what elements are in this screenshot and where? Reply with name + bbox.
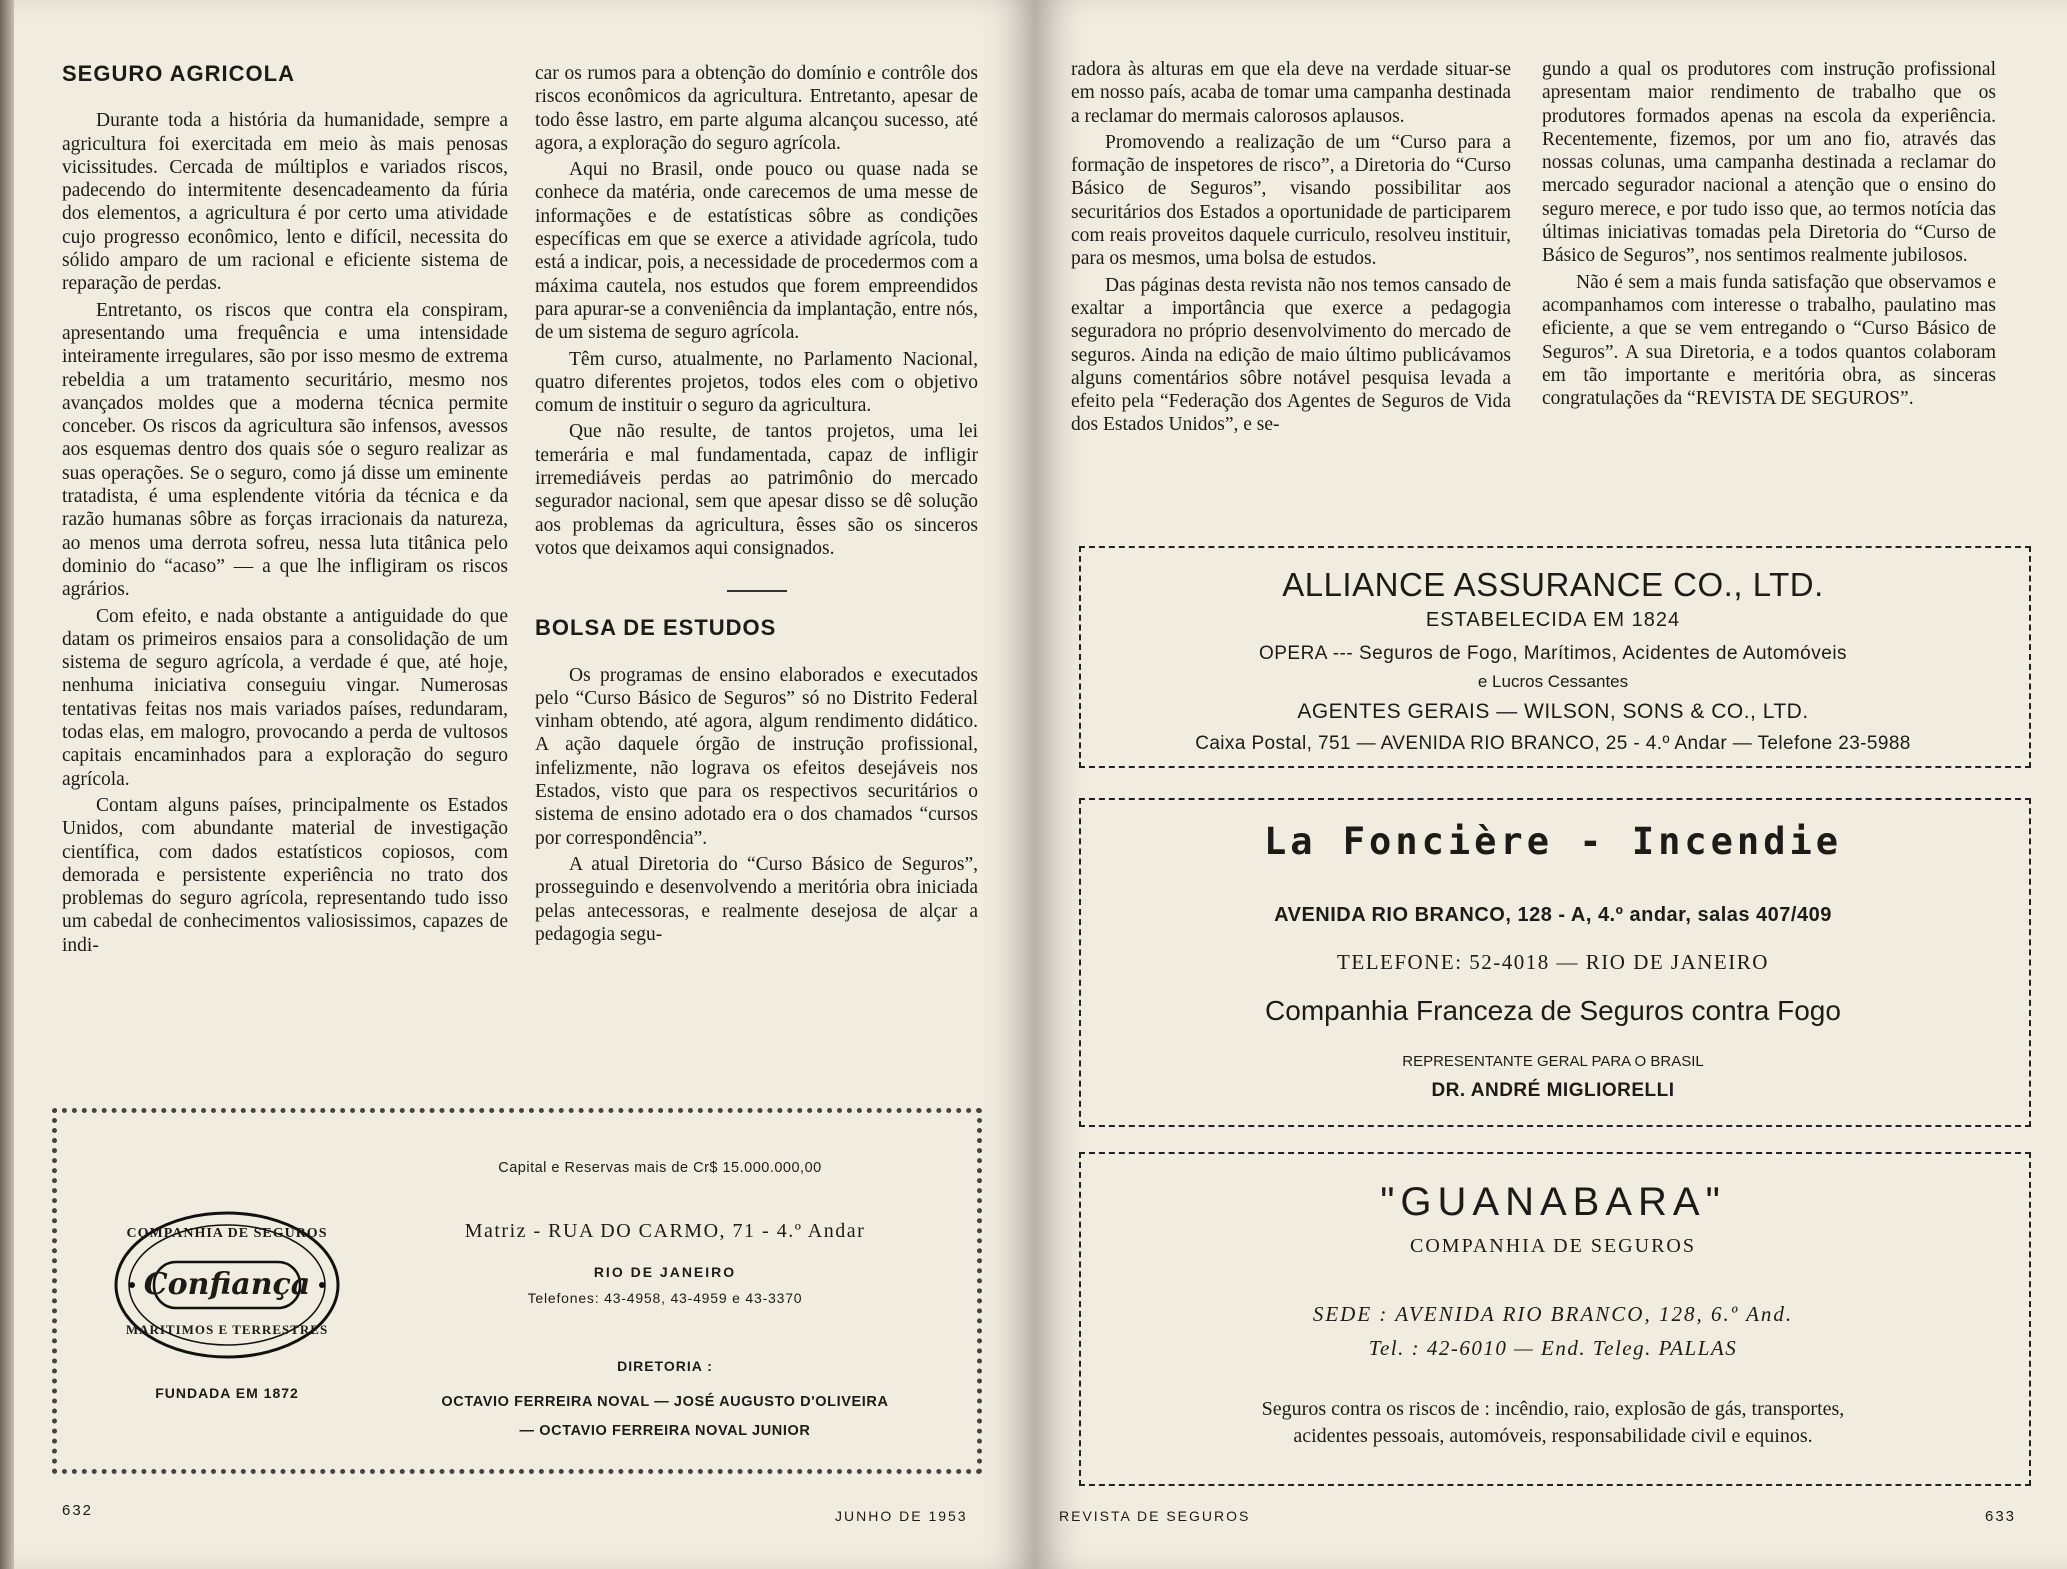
paragraph: Contam alguns países, principalmente os Estados Unidos, com abundante material de investigação científica, com dados estatísticos copiosos, com demorada e persistente experiência no trato dos problemas do seguro agrícola, representando tudo isso um cabedal de conhecimentos valiosissimos, capazes de indi-: [62, 794, 508, 956]
ad-fonciere-rep-label: REPRESENTANTE GERAL PARA O BRASIL: [1402, 1053, 1704, 1070]
left-column-1: [62, 62, 508, 957]
logo-bottom-text: MARITIMOS E TERRESTRES: [125, 1322, 329, 1337]
ad-fonciere-company: Companhia Franceza de Seguros contra Fogo: [1265, 995, 1841, 1026]
ad-guanabara-insurance-2: acidentes pessoais, automóveis, responsabilidade civil e equinos.: [1293, 1425, 1813, 1447]
ad-guanabara-name: "GUANABARA": [1380, 1180, 1726, 1224]
ad-alliance-name: ALLIANCE ASSURANCE CO., LTD.: [1282, 566, 1824, 603]
article-heading-seguro-agricola: SEGURO AGRICOLA: [62, 61, 295, 86]
ad-fonciere-rep-name: DR. ANDRÉ MIGLIORELLI: [1431, 1080, 1675, 1101]
paragraph: Não é sem a mais funda satisfação que observamos e acompanhamos com interesse o trabalho, paulatino mas eficiente, a que se vem entregando o “Curso Básico de Seguros”. A sua Diretoria, e a todos quantos colaboram em tão importante e meritória obra, as sinceras congratulações da “REVISTA DE SEGUROS”.: [1542, 271, 1996, 410]
paragraph: car os rumos para a obtenção do domínio e contrôle dos riscos econômicos da agricultura. Entretanto, apesar de todo êsse lastro, em parte alguma alcançou sucesso, até agora, a exploração do seguro agrícola.: [535, 63, 978, 154]
ad-confianca-board-2: — OCTAVIO FERREIRA NOVAL JUNIOR: [519, 1423, 811, 1439]
ad-fonciere-phone: TELEFONE: 52-4018 — RIO DE JANEIRO: [1337, 950, 1769, 974]
ad-alliance-address: Caixa Postal, 751 — AVENIDA RIO BRANCO, 25 - 4.º Andar — Telefone 23-5988: [1195, 733, 1911, 754]
article-heading-bolsa-de-estudos: BOLSA DE ESTUDOS: [535, 615, 777, 641]
ad-confianca-founded: FUNDADA EM 1872: [155, 1385, 299, 1401]
ad-fonciere-name: La Foncière - Incendie: [1263, 820, 1843, 863]
paragraph: Entretanto, os riscos que contra ela conspiram, apresentando uma frequência e uma intensidade inteiramente irregulares, são por isso mesmo de extrema rebeldia a um tratamento securitário, mesmo nos avançados moldes que a moderna técnica permite conceber. Os riscos da agricultura são infensos, avessos aos esquemas dentro dos quais sóe o seguro realizar as suas operações. Se o seguro, como já disse um eminente tratadista, é uma esplendente vitória da técnica e da razão humanas sôbre as forças irracionais da natureza, ao menos uma derrota sofreu, nessa luta titânica pelo dominio do “acaso” — a que lhe infligiram os riscos agrários.: [62, 299, 508, 601]
ad-guanabara-subtitle: COMPANHIA DE SEGUROS: [1410, 1235, 1696, 1257]
right-column-1: [1071, 58, 1511, 437]
ad-guanabara-insurance-1: Seguros contra os riscos de : incêndio, raio, explosão de gás, transportes,: [1261, 1398, 1845, 1420]
paragraph: Que não resulte, de tantos projetos, uma lei temerária e mal fundamentada, capaz de infligir irremediáveis perdas ao patrimônio do mercado segurador nacional, sem que apesar disso se dê solução aos problemas da agricultura, êsses são os sinceros votos que deixamos aqui consignados.: [535, 421, 978, 559]
paragraph: Aqui no Brasil, onde pouco ou quase nada se conhece da matéria, onde carecemos de uma messe de informações e de estatísticas sôbre as condições específicas em que se exerce a atividade agrícola, tudo está a indicar, pois, a necessidade de procedermos com a máxima cautela, nos estudos que forem empreendidos para apurar-se a conveniência da implantação, entre nós, de um sistema de seguro agrícola.: [535, 159, 978, 344]
paragraph: A atual Diretoria do “Curso Básico de Seguros”, prosseguindo e desenvolvendo a meritória obra iniciada pelas antecessoras, e realmente desejosa de alçar a pedagogia segu-: [535, 853, 978, 945]
section-divider: [727, 590, 787, 592]
ad-confianca-phones: Telefones: 43-4958, 43-4959 e 43-3370: [527, 1290, 803, 1306]
logo-top-text: COMPANHIA DE SEGUROS: [126, 1226, 328, 1241]
ad-confianca-board-label: DIRETORIA :: [617, 1358, 713, 1374]
logo-name: Confiança: [143, 1267, 311, 1302]
paragraph: radora às alturas em que ela deve na verdade situar-se em nosso país, acaba de tomar uma campanha destinada a reclamar do mermais calorosos aplausos.: [1071, 59, 1511, 127]
ad-guanabara-tel: Tel. : 42-6010 — End. Teleg. PALLAS: [1368, 1336, 1738, 1360]
paragraph: Têm curso, atualmente, no Parlamento Nacional, quatro diferentes projetos, todos eles com o objetivo comum de instituir o seguro da agricultura.: [535, 348, 978, 417]
page-number-left: 632: [62, 1502, 94, 1519]
ad-confianca-board-1: OCTAVIO FERREIRA NOVAL — JOSÉ AUGUSTO D'OLIVEIRA: [441, 1394, 889, 1410]
ad-confianca-matriz: Matriz - RUA DO CARMO, 71 - 4.º Andar: [464, 1220, 866, 1242]
paragraph: Das páginas desta revista não nos temos cansado de exaltar a importância que exerce a pedagogia seguradora no próprio desenvolvimento do mercado de seguros. Ainda na edição de maio último publicávamos alguns comentários sôbre notável pesquisa levada a efeito pela “Federação dos Agentes de Seguros de Vida dos Estados Unidos”, e se-: [1071, 274, 1511, 436]
right-page: [1035, 0, 2067, 1569]
paragraph: gundo a qual os produtores com instrução profissional apresentam maior rendimento de trabalho que os produtores formados apenas na escola da experiência. Recentemente, fizemos, por um ano fio, através das nossas colunas, uma campanha destinada a reclamar do mercado segurador nacional a atenção que o ensino do seguro merece, e por tudo isso que, ao termos notícia das últimas iniciativas tomadas pela Diretoria do “Curso de Básico de Seguros”, nos sentimos realmente jubilosos.: [1542, 59, 1996, 267]
page-edge: [0, 0, 14, 1569]
ad-alliance-agents: AGENTES GERAIS — WILSON, SONS & CO., LTD.: [1297, 700, 1809, 723]
confianca-logo: [112, 1210, 342, 1360]
footer-magazine-title: REVISTA DE SEGUROS: [1059, 1508, 1251, 1524]
footer-date: JUNHO DE 1953: [835, 1508, 968, 1524]
ad-confianca-city: RIO DE JANEIRO: [593, 1264, 737, 1280]
ad-alliance-opera: OPERA --- Seguros de Fogo, Marítimos, Acidentes de Automóveis: [1258, 643, 1848, 664]
ad-confianca-capital: Capital e Reservas mais de Cr$ 15.000.000,00: [498, 1160, 822, 1176]
paragraph: Com efeito, e nada obstante a antiguidade do que datam os primeiros ensaios para a consolidação de um sistema de seguro agrícola, a verdade é que, até hoje, nenhuma iniciativa conseguiu vingar. Numerosas tentativas feitas nos mais variados países, redundaram, todas elas, em malogro, provocando a perda de vultosos capitais encaminhados para a exploração do seguro agrícola.: [62, 605, 508, 790]
paragraph: Promovendo a realização de um “Curso para a formação de inspetores de risco”, a Diretoria do “Curso Básico de Seguros”, visando possibilitar aos securitários dos Estados a oportunidade de participarem com reais proveitos daquele curriculo, resolveu instituir, para os mesmos, uma bolsa de estudos.: [1071, 131, 1511, 270]
paragraph: Os programas de ensino elaborados e executados pelo “Curso Básico de Seguros” só no Distrito Federal vinham obtendo, até agora, algum rendimento didático. A ação daquele órgão de instrução profissional, infelizmente, não lograva os efeitos desejáveis nos Estados, visto que para os respectivos securitários o sistema de ensino adotado era o dos chamados “cursos por correspondência”.: [535, 664, 978, 849]
left-column-2: [535, 62, 978, 946]
ad-fonciere-address: AVENIDA RIO BRANCO, 128 - A, 4.º andar, salas 407/409: [1274, 904, 1832, 926]
ad-guanabara-sede: SEDE : AVENIDA RIO BRANCO, 128, 6.º And.: [1312, 1302, 1794, 1326]
ad-alliance-established: ESTABELECIDA EM 1824: [1425, 609, 1681, 631]
page-number-right: 633: [1985, 1508, 2017, 1525]
ad-alliance-opera-2: e Lucros Cessantes: [1477, 672, 1629, 691]
right-column-2: [1542, 58, 1996, 410]
paragraph: Durante toda a história da humanidade, sempre a agricultura foi exercitada em meio às mais penosas vicissitudes. Cercada de múltiplos e variados riscos, padecendo do intermitente desencadeamento da fúria dos elementos, a agricultura é por certo uma atividade cujo progresso econômico, lento e difícil, necessita do sólido amparo de um racional e eficiente sistema de reparação de perdas.: [62, 110, 508, 295]
